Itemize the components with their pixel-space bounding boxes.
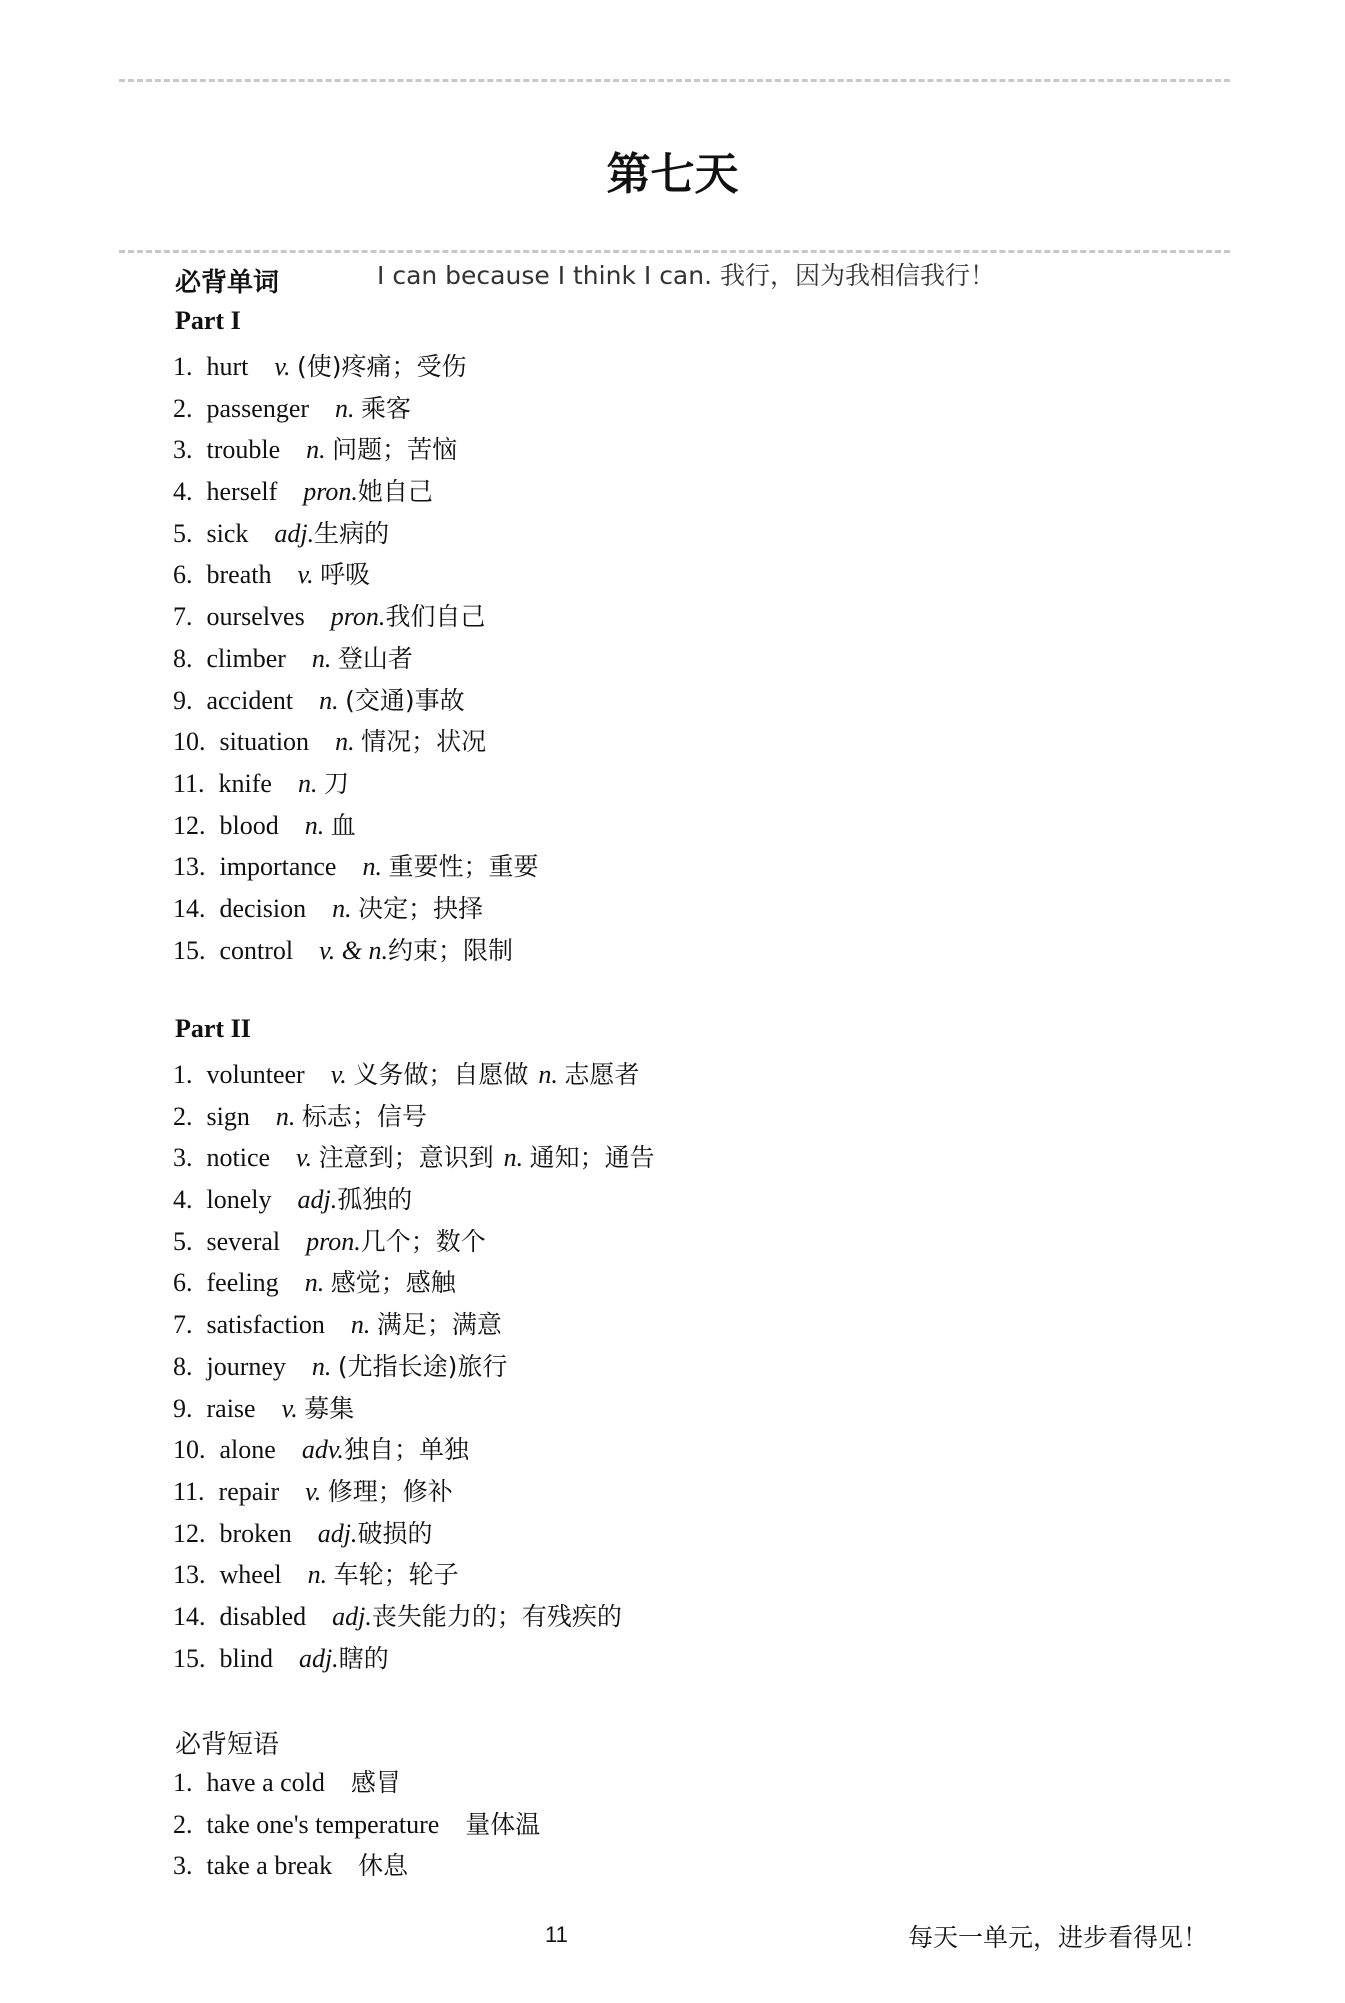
part2-list (173, 1054, 665, 1679)
item-word: sick (206, 518, 249, 548)
item-meaning: 丧失能力的；有残疾的 (371, 1601, 622, 1631)
list-item (173, 1221, 665, 1263)
item-number: 2. (173, 1809, 193, 1839)
part-of-speech: adv. (301, 1435, 344, 1465)
item-word: wheel (219, 1560, 282, 1590)
item-word: raise (206, 1393, 256, 1423)
item-number: 7. (173, 602, 193, 632)
part-of-speech: n. (275, 1101, 296, 1131)
part-of-speech: n. (306, 435, 326, 465)
item-meaning: 生病的 (314, 518, 390, 548)
list-item (173, 1471, 665, 1513)
item-meaning: 志愿者 (564, 1060, 640, 1089)
item-number: 6. (173, 560, 193, 590)
item-meaning: 登山者 (337, 643, 413, 673)
item-meaning: 义务做；自愿做 (353, 1060, 529, 1089)
item-meaning: 满足；满意 (376, 1310, 502, 1340)
item-meaning: (使)疼痛；受伤 (297, 352, 467, 381)
item-number: 8. (173, 643, 193, 673)
part-of-speech: pron. (303, 477, 358, 507)
item-word: take a break (206, 1851, 333, 1881)
item-number: 3. (173, 435, 193, 465)
list-item (173, 1262, 665, 1304)
item-word: ourselves (206, 602, 305, 632)
item-number: 4. (173, 1185, 193, 1215)
phrases-list (173, 1762, 550, 1887)
item-number: 5. (173, 518, 193, 548)
item-word: herself (206, 477, 278, 507)
item-word: accident (206, 685, 294, 715)
item-word: decision (219, 893, 307, 923)
part2-heading: Part II (175, 1014, 251, 1043)
item-number: 11. (173, 1476, 205, 1506)
item-number: 1. (173, 352, 193, 381)
item-meaning: 情况；状况 (361, 727, 487, 757)
item-word: situation (219, 727, 310, 757)
item-number: 10. (173, 1435, 206, 1465)
list-item (173, 638, 548, 680)
item-number: 12. (173, 810, 206, 840)
list-item (173, 846, 548, 888)
item-meaning: 呼吸 (320, 560, 371, 590)
part-of-speech: v. (330, 1060, 347, 1089)
part-of-speech: v. (297, 560, 314, 590)
part-of-speech: pron. (306, 1226, 361, 1256)
part-of-speech: n. (311, 643, 332, 673)
item-meaning: 她自己 (357, 477, 433, 507)
item-meaning: 问题；苦恼 (332, 435, 458, 465)
item-meaning: 刀 (323, 768, 349, 798)
item-meaning: 修理；修补 (327, 1476, 453, 1506)
item-word: blind (219, 1643, 273, 1673)
part-of-speech: adj. (298, 1643, 339, 1673)
item-number: 13. (173, 1560, 206, 1590)
part-of-speech: n. (362, 852, 382, 882)
list-item (173, 1137, 665, 1179)
item-word: blood (219, 810, 279, 840)
list-item (173, 888, 548, 930)
list-item (173, 1346, 665, 1388)
part-of-speech: n. (335, 393, 355, 423)
page-title: 第七天 (606, 149, 739, 200)
part-of-speech: n. (350, 1310, 371, 1340)
list-item (173, 1638, 665, 1680)
item-number: 3. (173, 1143, 193, 1173)
item-number: 1. (173, 1060, 193, 1089)
item-meaning: 乘客 (361, 393, 412, 423)
item-number: 12. (173, 1518, 206, 1548)
item-word: several (206, 1226, 281, 1256)
section-heading-words: 必背单词 (175, 268, 280, 298)
item-number: 3. (173, 1851, 193, 1881)
item-word: passenger (206, 393, 310, 423)
part-of-speech: v. (305, 1476, 322, 1506)
item-meaning: 几个；数个 (360, 1226, 486, 1256)
list-item (173, 721, 548, 763)
list-item (173, 680, 548, 722)
part-of-speech: adj. (332, 1601, 372, 1631)
item-word: notice (206, 1143, 271, 1173)
item-word: knife (218, 768, 272, 798)
list-item (173, 1762, 550, 1804)
part-of-speech: adj. (317, 1518, 358, 1548)
item-meaning: 感冒 (350, 1768, 401, 1797)
list-item (173, 1304, 665, 1346)
item-word: hurt (206, 352, 249, 381)
list-item (173, 1429, 665, 1471)
item-word: climber (206, 643, 286, 673)
item-word: repair (218, 1476, 280, 1506)
part1-heading: Part I (175, 306, 241, 335)
list-item (173, 1554, 665, 1596)
list-item (173, 1513, 665, 1555)
list-item (173, 1845, 550, 1887)
list-item (173, 388, 548, 430)
part-of-speech: n. (503, 1143, 524, 1173)
list-item (173, 513, 548, 555)
item-meaning: 感觉；感触 (330, 1268, 456, 1298)
part-of-speech: n. (304, 810, 325, 840)
footer-slogan: 每天一单元，进步看得见！ (908, 1923, 1209, 1952)
item-meaning: 孤独的 (337, 1185, 413, 1215)
item-meaning: 血 (330, 810, 356, 840)
part-of-speech: n. (307, 1560, 328, 1590)
part-of-speech: n. (538, 1060, 558, 1089)
item-number: 5. (173, 1226, 193, 1256)
item-meaning: 瞎的 (338, 1643, 389, 1673)
item-word: alone (219, 1435, 276, 1465)
list-item (173, 930, 548, 972)
item-meaning: (尤指长途)旅行 (337, 1351, 508, 1381)
part1-list (173, 346, 548, 971)
list-item (173, 1804, 550, 1846)
list-item (173, 1596, 665, 1638)
list-item (173, 471, 548, 513)
item-word: broken (219, 1518, 292, 1548)
item-number: 2. (173, 1101, 193, 1131)
list-item (173, 1388, 665, 1430)
item-word: have a cold (206, 1768, 325, 1797)
item-number: 8. (173, 1351, 193, 1381)
part-of-speech: v. (296, 1143, 313, 1173)
item-meaning: 车轮；轮子 (333, 1560, 459, 1590)
part-of-speech: n. (332, 893, 352, 923)
item-word: breath (206, 560, 272, 590)
item-word: disabled (219, 1601, 307, 1631)
list-item (173, 763, 548, 805)
item-number: 13. (173, 852, 206, 882)
item-word: satisfaction (206, 1310, 325, 1340)
motto: I can because I think I can. 我行，因为我相信我行！ (377, 261, 995, 290)
item-meaning: 通知；通告 (529, 1143, 655, 1173)
item-word: feeling (206, 1268, 279, 1298)
part-of-speech: v. (274, 352, 291, 381)
item-meaning: 量体温 (465, 1809, 541, 1839)
list-item (173, 596, 548, 638)
part-of-speech: n. (319, 685, 339, 715)
part-of-speech: pron. (330, 602, 386, 632)
item-number: 9. (173, 1393, 193, 1423)
item-meaning: 注意到；意识到 (318, 1143, 494, 1173)
part-of-speech: adj. (274, 518, 315, 548)
list-item (173, 1179, 665, 1221)
top-dashed-divider (119, 79, 1230, 82)
item-word: take one's temperature (206, 1809, 440, 1839)
part-of-speech: n. (304, 1268, 325, 1298)
list-item (173, 805, 548, 847)
header-dashed-divider (119, 250, 1230, 253)
page-number: 11 (545, 1922, 568, 1947)
item-number: 1. (173, 1768, 193, 1797)
item-number: 14. (173, 893, 206, 923)
part-of-speech: v. & n. (319, 935, 388, 965)
part-of-speech: n. (297, 768, 318, 798)
item-number: 11. (173, 768, 205, 798)
item-meaning: 破损的 (357, 1518, 433, 1548)
item-word: importance (219, 852, 337, 882)
item-word: sign (206, 1101, 250, 1131)
item-meaning: (交通)事故 (345, 685, 465, 715)
item-meaning: 重要性；重要 (388, 852, 539, 882)
item-meaning: 独自；单独 (343, 1435, 469, 1465)
list-item (173, 554, 548, 596)
item-number: 4. (173, 477, 193, 507)
item-meaning: 决定；抉择 (358, 893, 484, 923)
part-of-speech: v. (281, 1393, 298, 1423)
item-meaning: 休息 (358, 1851, 409, 1881)
item-word: journey (206, 1351, 286, 1381)
item-meaning: 我们自己 (385, 602, 486, 632)
item-number: 10. (173, 727, 206, 757)
part-of-speech: n. (311, 1351, 332, 1381)
part-of-speech: adj. (297, 1185, 338, 1215)
item-word: volunteer (206, 1060, 305, 1089)
list-item (173, 346, 548, 388)
item-number: 9. (173, 685, 193, 715)
section-heading-phrases: 必背短语 (175, 1730, 280, 1760)
list-item (173, 1096, 665, 1138)
item-word: lonely (206, 1185, 272, 1215)
list-item (173, 1054, 665, 1096)
item-number: 7. (173, 1310, 193, 1340)
item-meaning: 约束；限制 (388, 935, 514, 965)
item-number: 15. (173, 935, 206, 965)
item-number: 2. (173, 393, 193, 423)
part-of-speech: n. (335, 727, 355, 757)
item-number: 14. (173, 1601, 206, 1631)
list-item (173, 429, 548, 471)
item-meaning: 标志；信号 (301, 1101, 427, 1131)
item-number: 15. (173, 1643, 206, 1673)
item-meaning: 募集 (304, 1393, 355, 1423)
item-word: control (219, 935, 294, 965)
item-word: trouble (206, 435, 281, 465)
item-number: 6. (173, 1268, 193, 1298)
